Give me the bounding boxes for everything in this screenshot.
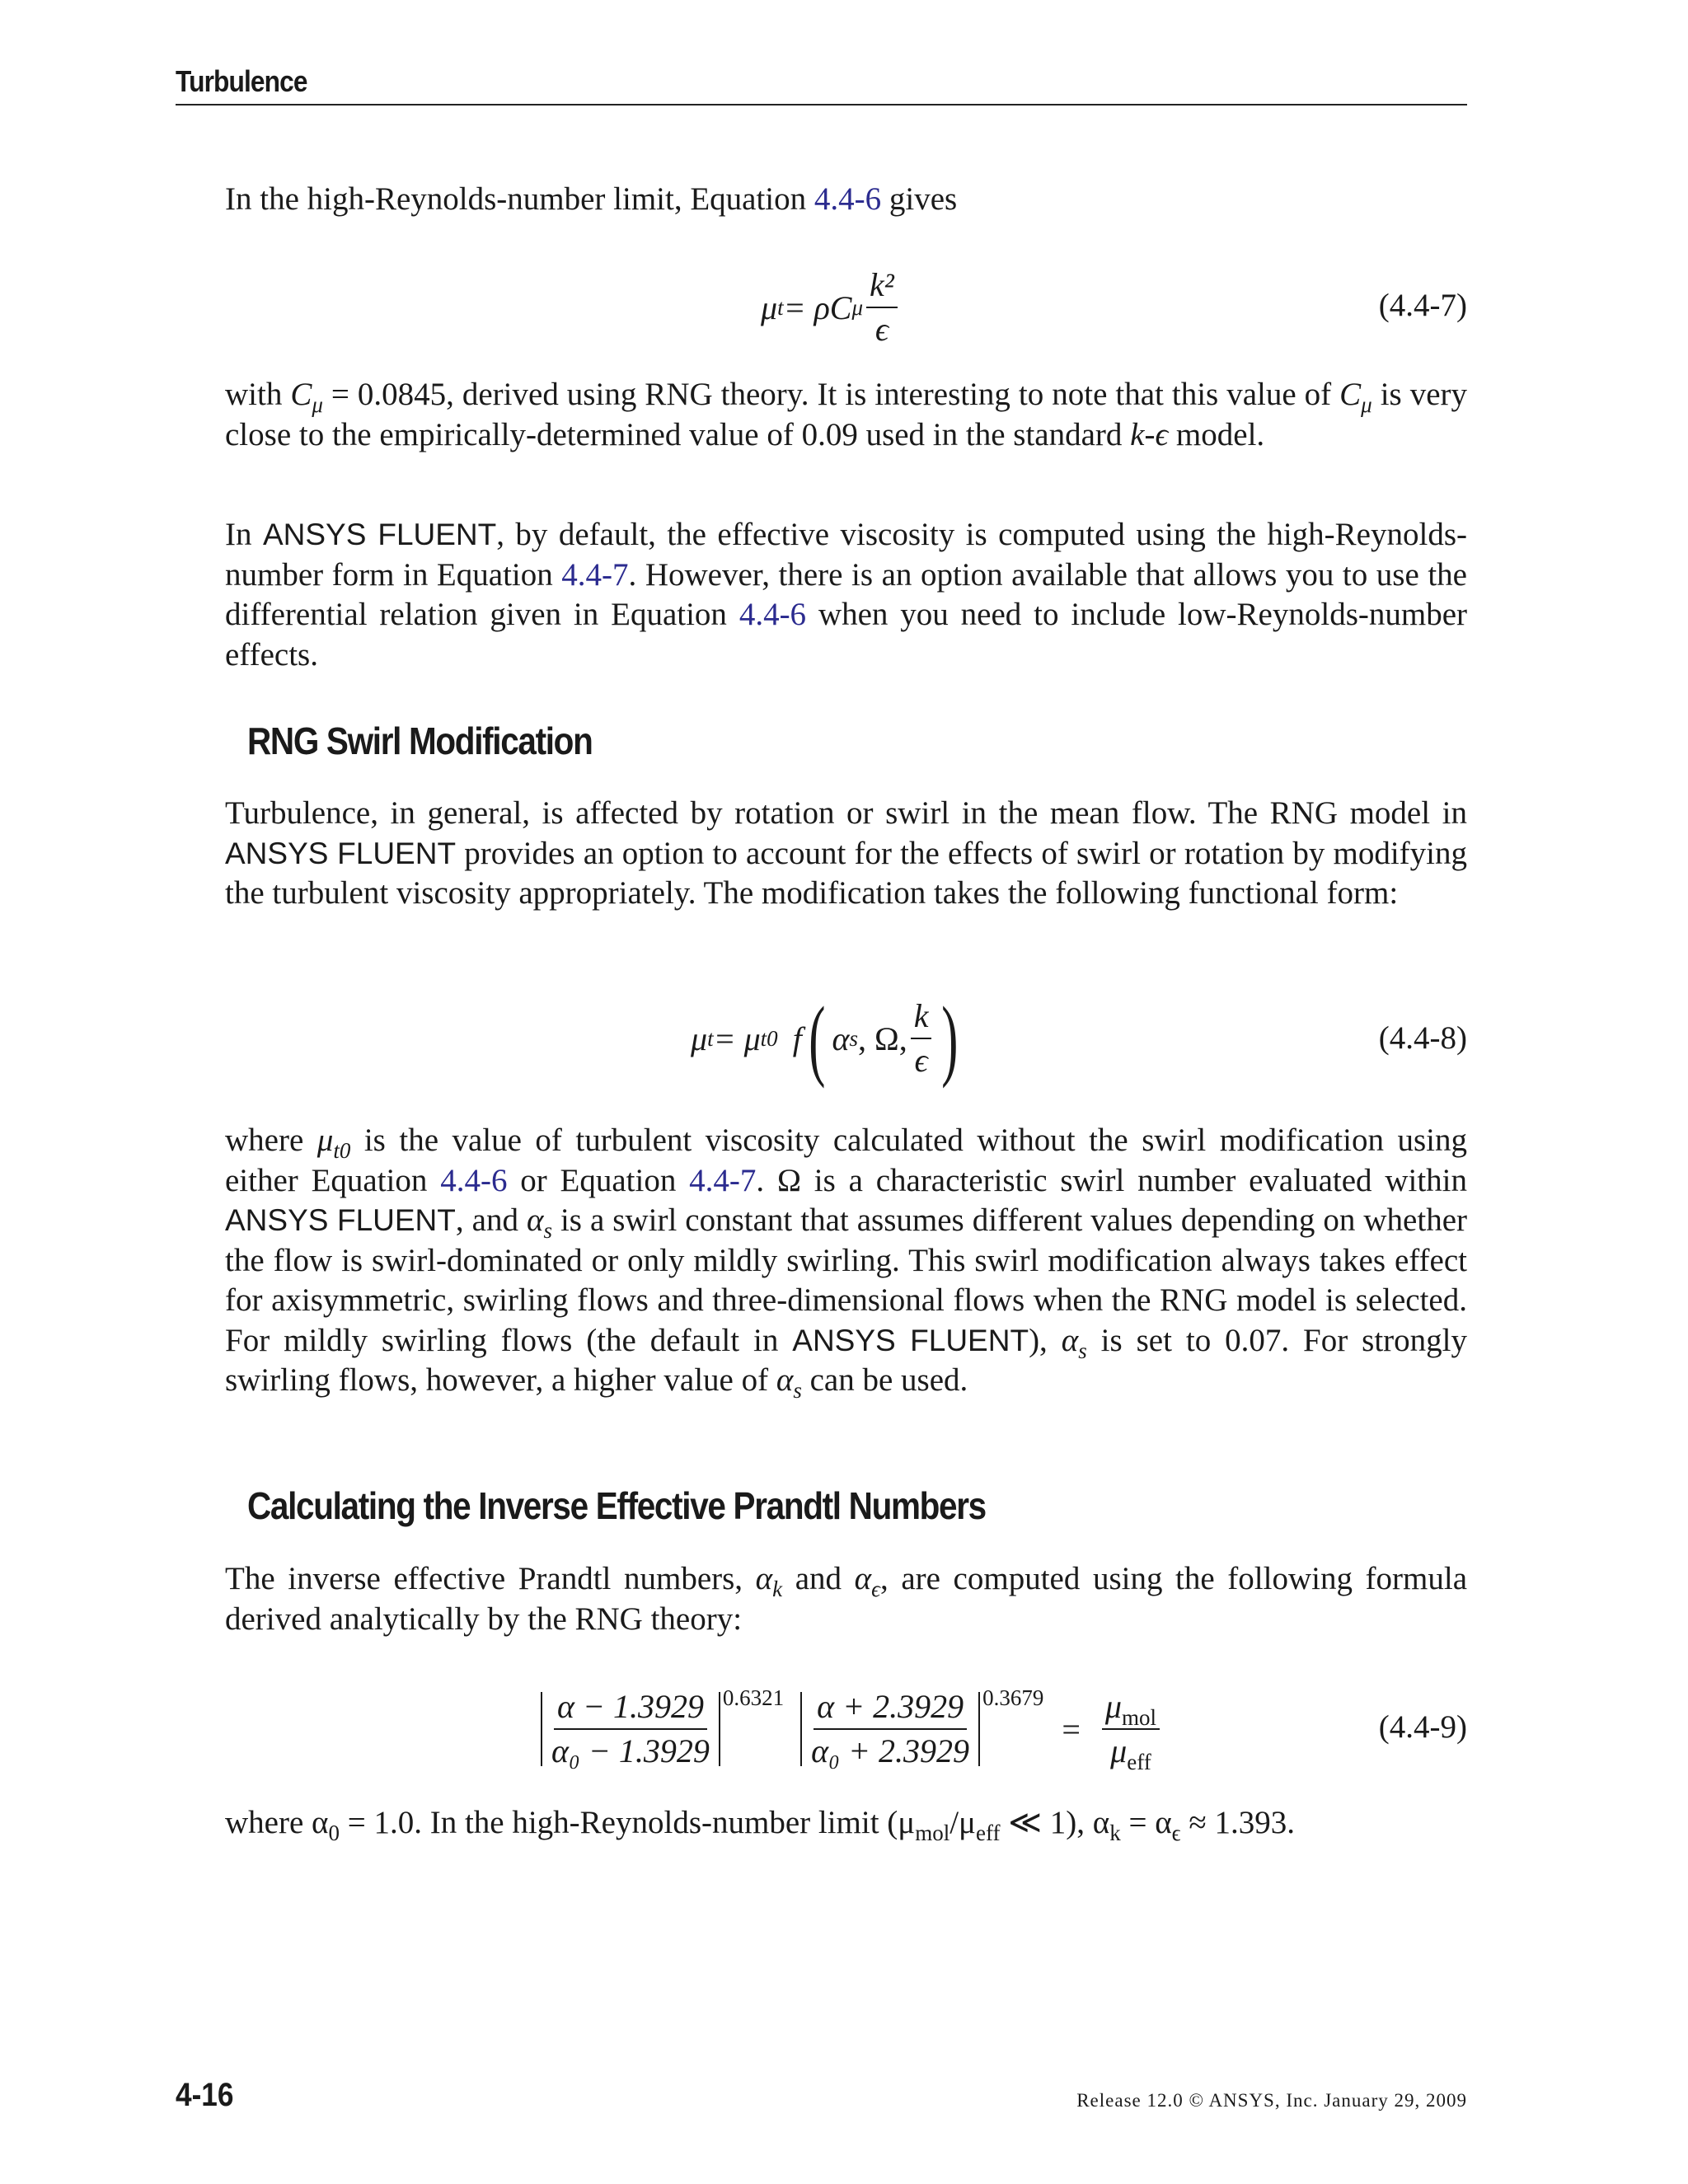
paragraph-viscosity: In ANSYS FLUENT, by default, the effective viscosity is computed using the high-Reynolds-number form in Equation 4.4-7. However, there is an option available that allows you to use the differential relation given in Equation 4.4-6 when you need to include low-Reynolds-number effects. (225, 517, 1467, 673)
running-header (176, 64, 1467, 105)
section-heading-prandtl: Calculating the Inverse Effective Prandtl Numbers (247, 1484, 986, 1527)
equation-link-4-4-6[interactable]: 4.4-6 (814, 181, 882, 217)
equation-4-4-9: $\frac{\alpha - 1.3929}{\text{α₀ − 1.3929}}$ 0.6321 $\frac{\alpha + 2.3929}{\text{α₀ + 2.3929}}$ 0.3679 = $\frac{\mu_{mol}}{\mu_{eff}}$ (4.4-9) (225, 1684, 1467, 1774)
equation-link-4-4-7[interactable]: 4.4-7 (561, 556, 629, 593)
paragraph-limit: where $\alpha_0 = 1.0$. In the high-Reynolds-number limit ($\mu_{mol}/\mu_{eff}$ ≪ 1), $\alpha_k = \alpha_\epsilon \approx 1.393$. (225, 1805, 1295, 1845)
release-info: Release 12.0 © ANSYS, Inc. January 29, 2009 (1076, 2090, 1467, 2111)
equation-number: (4.4-8) (1378, 1020, 1467, 1056)
paragraph-prandtl-intro: The inverse effective Prandtl numbers, $\alpha_k$ and $\alpha_\epsilon$, are computed using the following formula derived analytically by the RNG theory: (225, 1561, 1468, 1637)
equation-link-4-4-6[interactable]: 4.4-6 (440, 1162, 508, 1198)
equation-number: (4.4-9) (1378, 1709, 1467, 1745)
paragraph-cmu: with $C_\mu = 0.0845$, derived using RNG theory. It is interesting to note that this value of $C_\mu$ is very close to the empirically-determined value of 0.09 used in the standard k-ϵ model. (225, 377, 1467, 452)
section-heading-rng-swirl: RNG Swirl Modification (247, 719, 593, 762)
equation-4-4-7: μ t = ρC μ $\frac{\text{k²}}{\epsilon}$ (4.4-7) (225, 262, 1467, 353)
equation-4-4-8: μ t = μ t0 f ( α s , Ω, $\frac{k}{\epsilon}$ ) (4.4-8) (691, 988, 1467, 1089)
paragraph-intro: In the high-Reynolds-number limit, Equation 4.4-6 gives (225, 181, 958, 217)
equation-number: (4.4-7) (1378, 288, 1467, 323)
header-title: Turbulence (176, 64, 307, 98)
page-number: 4-16 (176, 2077, 234, 2113)
paragraph-swirl-intro: Turbulence, in general, is affected by rotation or swirl in the mean flow. The RNG model in ANSYS FLUENT provides an option to account for the effects of swirl or rotation by modifying the turbulent viscosity appropriately. The modification takes the following functional form: (225, 795, 1467, 911)
equation-link-4-4-6[interactable]: 4.4-6 (738, 597, 807, 632)
paragraph-swirl-details: where $\mu_{t0}$ is the value of turbulent viscosity calculated without the swirl modification using either Equation 4.4-6 or Equation 4.4-7. Ω is a characteristic swirl number evaluated within ANSYS FLUENT, and $\alpha_s$ is a swirl constant that assumes different values depending on whether the flow is swirl-dominated or only mildly swirling. This swirl modification always takes effect for axisymmetric, swirling flows and three-dimensional flows when the RNG model is selected. For mildly swirling flows (the default in ANSYS FLUENT), $\alpha_s$ is set to 0.07. For strongly swirling flows, however, a higher value of $\alpha_s$ can be used. (225, 1122, 1467, 1403)
equation-link-4-4-7[interactable]: 4.4-7 (689, 1162, 757, 1198)
